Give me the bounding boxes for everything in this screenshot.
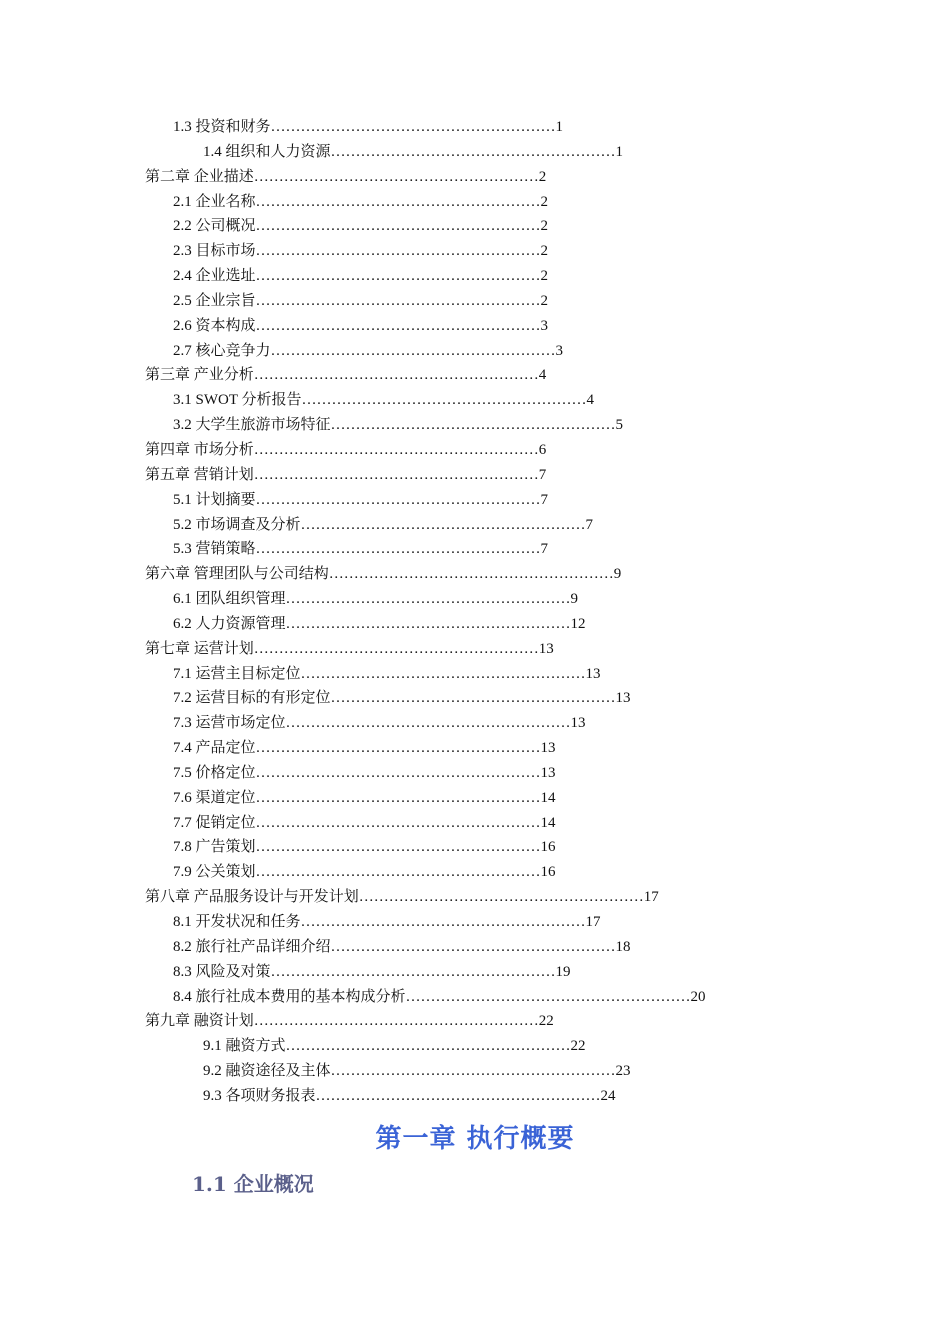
- toc-entry[interactable]: [0, 985, 950, 1010]
- toc-entry-text: 2.5 企业宗旨…………………………………………………2: [173, 292, 549, 309]
- toc-entry-text: 6.2 人力资源管理…………………………………………………12: [173, 615, 586, 632]
- chapter-heading: 第一章 执行概要: [375, 1124, 575, 1154]
- toc-entry-text: 2.2 公司概况…………………………………………………2: [173, 218, 549, 235]
- toc-entry[interactable]: [0, 935, 950, 960]
- toc-entry-text: 7.5 价格定位…………………………………………………13: [173, 764, 556, 781]
- toc-entry-text: 3.1 SWOT 分析报告…………………………………………………4: [173, 392, 594, 409]
- toc-entry[interactable]: [0, 314, 950, 339]
- toc-entry[interactable]: [0, 811, 950, 836]
- toc-entry-text: 8.4 旅行社成本费用的基本构成分析…………………………………………………20: [173, 988, 706, 1005]
- toc-entry[interactable]: [0, 637, 950, 662]
- table-of-contents: [0, 115, 950, 1109]
- toc-entry[interactable]: [0, 711, 950, 736]
- toc-entry[interactable]: [0, 190, 950, 215]
- toc-entry[interactable]: [0, 413, 950, 438]
- toc-entry[interactable]: [0, 1084, 950, 1109]
- toc-entry-text: 第九章 融资计划…………………………………………………22: [145, 1013, 554, 1030]
- toc-entry-text: 5.2 市场调查及分析…………………………………………………7: [173, 516, 594, 533]
- toc-entry[interactable]: [0, 885, 950, 910]
- toc-entry[interactable]: [0, 587, 950, 612]
- toc-entry-text: 第三章 产业分析…………………………………………………4: [145, 367, 547, 384]
- toc-entry-text: 第五章 营销计划…………………………………………………7: [145, 466, 547, 483]
- toc-entry[interactable]: [0, 910, 950, 935]
- toc-entry-text: 7.4 产品定位…………………………………………………13: [173, 740, 556, 757]
- toc-entry[interactable]: [0, 1034, 950, 1059]
- toc-entry[interactable]: [0, 363, 950, 388]
- toc-entry-text: 第七章 运营计划…………………………………………………13: [145, 640, 554, 657]
- toc-entry-text: 1.3 投资和财务…………………………………………………1: [173, 119, 564, 135]
- toc-entry[interactable]: [0, 115, 950, 140]
- toc-entry[interactable]: [0, 463, 950, 488]
- toc-entry-text: 7.1 运营主目标定位…………………………………………………13: [173, 665, 601, 682]
- toc-entry[interactable]: [0, 786, 950, 811]
- toc-entry-text: 6.1 团队组织管理…………………………………………………9: [173, 591, 579, 608]
- toc-entry[interactable]: [0, 1059, 950, 1084]
- toc-entry-text: 7.8 广告策划…………………………………………………16: [173, 839, 556, 856]
- toc-entry-text: 7.7 促销定位…………………………………………………14: [173, 814, 556, 831]
- toc-entry[interactable]: [0, 686, 950, 711]
- toc-entry-text: 7.2 运营目标的有形定位…………………………………………………13: [173, 690, 631, 707]
- toc-entry[interactable]: [0, 488, 950, 513]
- toc-entry-text: 3.2 大学生旅游市场特征…………………………………………………5: [173, 417, 624, 434]
- toc-entry-text: 2.3 目标市场…………………………………………………2: [173, 243, 549, 260]
- toc-entry[interactable]: [0, 562, 950, 587]
- toc-entry-text: 5.3 营销策略…………………………………………………7: [173, 541, 549, 558]
- toc-entry[interactable]: [0, 388, 950, 413]
- toc-entry[interactable]: [0, 1009, 950, 1034]
- toc-entry-text: 第四章 市场分析…………………………………………………6: [145, 441, 547, 458]
- toc-entry-text: 8.3 风险及对策…………………………………………………19: [173, 963, 571, 980]
- toc-entry-text: 1.4 组织和人力资源…………………………………………………1: [203, 143, 624, 160]
- section-heading: 1.1 企业概况: [192, 1172, 314, 1196]
- toc-entry[interactable]: [0, 662, 950, 687]
- toc-entry-text: 7.6 渠道定位…………………………………………………14: [173, 789, 556, 806]
- toc-entry-text: 2.4 企业选址…………………………………………………2: [173, 268, 549, 285]
- toc-entry-text: 2.7 核心竞争力…………………………………………………3: [173, 342, 564, 359]
- toc-entry[interactable]: [0, 339, 950, 364]
- toc-entry-text: 8.2 旅行社产品详细介绍…………………………………………………18: [173, 938, 631, 955]
- toc-entry-text: 7.9 公关策划…………………………………………………16: [173, 864, 556, 881]
- toc-entry[interactable]: [0, 289, 950, 314]
- toc-entry[interactable]: [0, 537, 950, 562]
- toc-entry-text: 9.1 融资方式…………………………………………………22: [203, 1038, 586, 1055]
- toc-entry-text: 7.3 运营市场定位…………………………………………………13: [173, 715, 586, 732]
- toc-entry-text: 第八章 产品服务设计与开发计划…………………………………………………17: [145, 889, 659, 906]
- toc-entry-text: 5.1 计划摘要…………………………………………………7: [173, 491, 549, 508]
- toc-entry[interactable]: [0, 513, 950, 538]
- toc-entry[interactable]: [0, 140, 950, 165]
- toc-entry[interactable]: [0, 612, 950, 637]
- toc-entry[interactable]: [0, 960, 950, 985]
- toc-entry[interactable]: [0, 264, 950, 289]
- toc-entry-text: 2.6 资本构成…………………………………………………3: [173, 317, 549, 334]
- toc-entry-text: 8.1 开发状况和任务…………………………………………………17: [173, 914, 601, 930]
- toc-entry-text: 9.2 融资途径及主体…………………………………………………23: [203, 1063, 631, 1080]
- toc-entry[interactable]: [0, 835, 950, 860]
- toc-entry[interactable]: [0, 860, 950, 885]
- toc-entry[interactable]: [0, 438, 950, 463]
- toc-entry[interactable]: [0, 165, 950, 190]
- toc-entry[interactable]: [0, 214, 950, 239]
- toc-entry-text: 9.3 各项财务报表…………………………………………………24: [203, 1087, 616, 1104]
- toc-entry[interactable]: [0, 239, 950, 264]
- toc-entry[interactable]: [0, 736, 950, 761]
- toc-entry-text: 第二章 企业描述…………………………………………………2: [145, 168, 547, 185]
- toc-entry-text: 2.1 企业名称…………………………………………………2: [173, 193, 549, 210]
- toc-entry[interactable]: [0, 761, 950, 786]
- toc-entry-text: 第六章 管理团队与公司结构…………………………………………………9: [145, 566, 622, 583]
